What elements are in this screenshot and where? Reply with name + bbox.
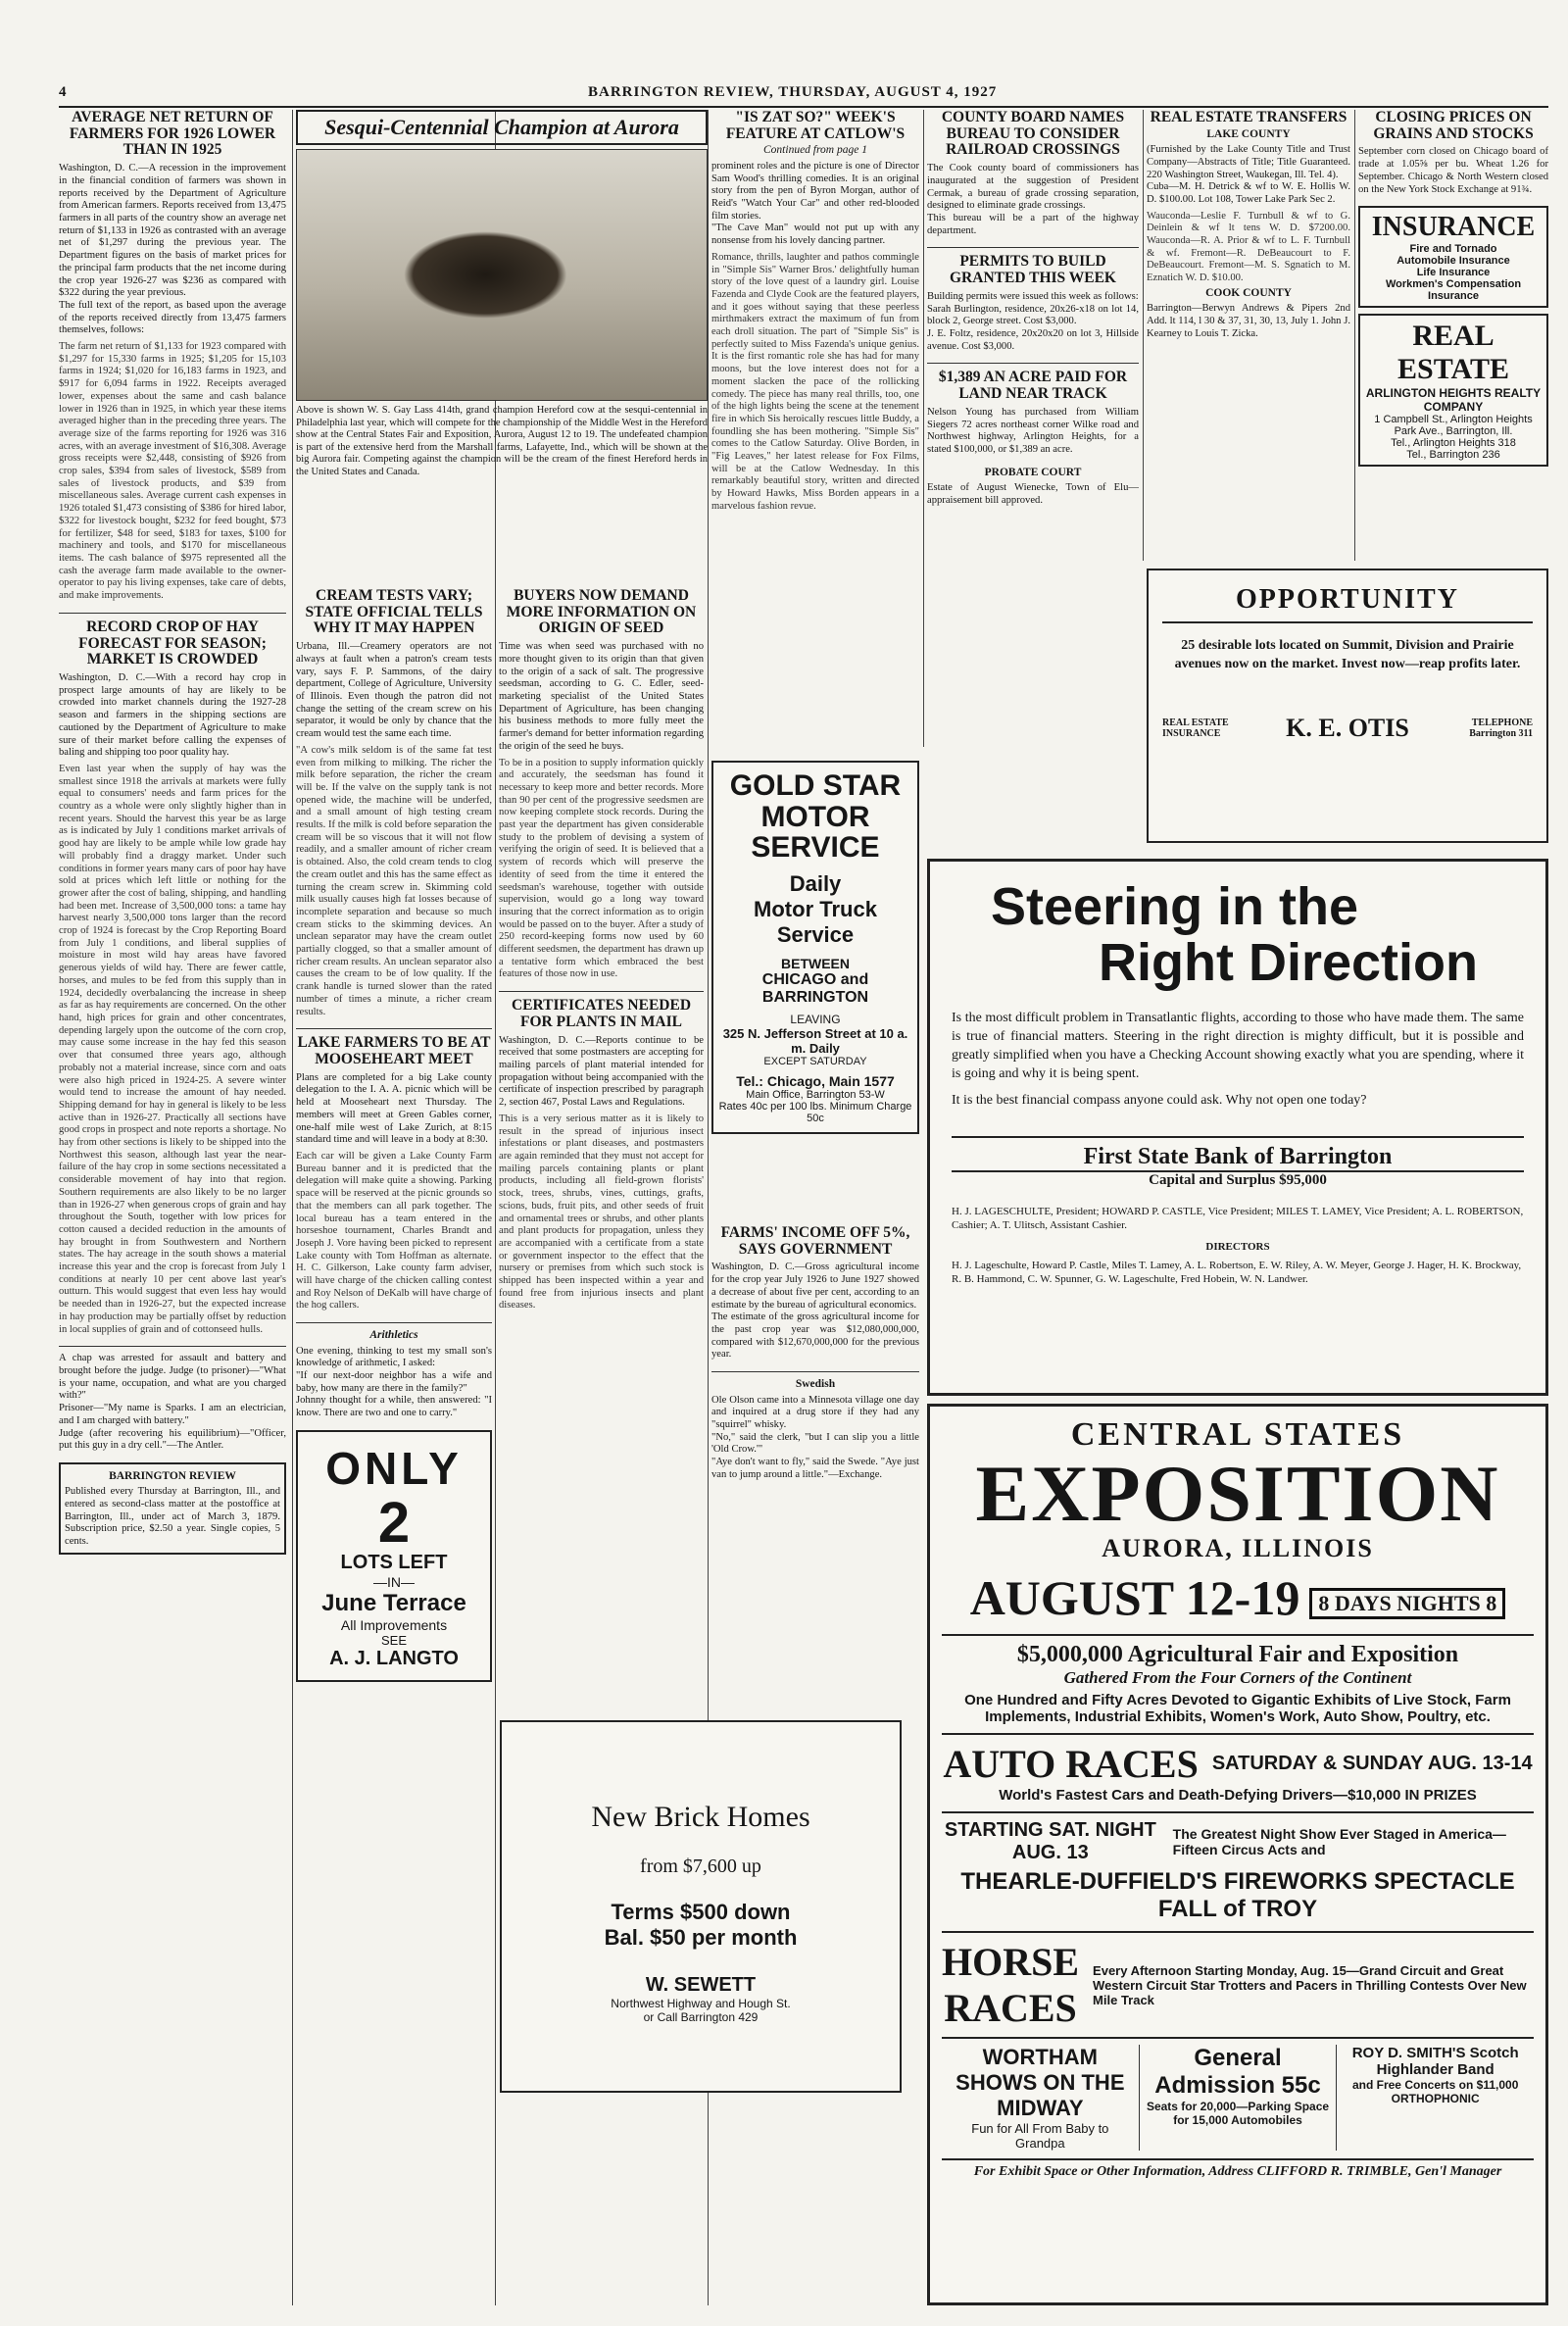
headline: CERTIFICATES NEEDED FOR PLANTS IN MAIL <box>511 997 692 1030</box>
expo-troy-title: THEARLE-DUFFIELD'S FIREWORKS SPECTACLE FALL of TROY <box>960 1868 1515 1922</box>
story-certificates <box>499 998 704 1312</box>
page-number: 4 <box>59 84 68 100</box>
ad-name: K. E. OTIS <box>1286 713 1409 742</box>
ad-line: ARLINGTON HEIGHTS REALTY COMPANY <box>1365 386 1542 415</box>
ad-line: 2 <box>377 1490 411 1555</box>
story-swedish <box>711 1378 919 1481</box>
expo-horse-section <box>942 1931 1534 2031</box>
ad-line: W. SEWETT <box>645 1974 757 1996</box>
ad-line: A. J. LANGTO <box>329 1647 459 1669</box>
story-text: Washington, D. C.—Reports continue to be received that some postmasters are accepting for mailing parcels of plant material intended for propagation without being accompanied with the certificate of inspection prescribed by paragraph 2, section 467, Postal Laws and Regulations. <box>499 1034 704 1109</box>
expo-roy <box>1337 2045 1534 2151</box>
story-text: Washington, D. C.—Gross agricultural income for the crop year July 1926 to June 1927 showed a decrease of about five per cent, according to an estimate by the bureau of agricultural economics. The estimate of the gross agricultural income for the past crop year was $12,080,000,000, compared with $12,670,000,000 for the previous year. <box>711 1262 919 1361</box>
arithletics-title: Arithletics <box>369 1329 418 1342</box>
headline: PERMITS TO BUILD GRANTED THIS WEEK <box>950 253 1116 287</box>
story-text: Plans are completed for a big Lake county delegation to the I. A. A. picnic which will be held at Mooseheart next Thursday. The members will meet at Green Gables corner, one-half mile west of Lake Zurich, at 8:15 standard time and will leave in a body at 8:30. <box>296 1071 492 1146</box>
expo-troy-start: STARTING SAT. NIGHT AUG. 13 <box>944 1819 1156 1863</box>
expo-wortham-title: WORTHAM SHOWS ON THE MIDWAY <box>956 2045 1125 2120</box>
ad-line: Motor Truck <box>754 896 877 921</box>
story-closing-prices <box>1358 110 1548 196</box>
ad-line: Tel., Barrington 236 <box>1406 449 1500 462</box>
ad-title-1: Steering in the <box>991 877 1359 936</box>
headline: AVERAGE NET RETURN OF FARMERS FOR 1926 LOWER THAN IN 1925 <box>69 110 276 159</box>
expo-fair-section <box>942 1634 1534 1725</box>
headline: FARMS' INCOME OFF 5%, SAYS GOVERNMENT <box>720 1225 910 1258</box>
ad-line: or Call Barrington 429 <box>643 2010 759 2024</box>
column-rule <box>923 110 924 747</box>
ad-line: Workmen's Compensation Insurance <box>1385 278 1522 303</box>
ad-insurance <box>1358 206 1548 308</box>
expo-gathered: Gathered From the Four Corners of the Continent <box>1063 1668 1412 1687</box>
ad-line: LEAVING <box>790 1012 841 1026</box>
ad-line: 325 N. Jefferson Street at 10 a. m. Daily <box>722 1025 908 1056</box>
publisher-title: BARRINGTON REVIEW <box>109 1469 236 1482</box>
bank-directors: H. J. Lageschulte, Howard P. Castle, Miles T. Lamey, A. L. Robertson, E. W. Riley, A. W. Meyer, George J. Hager, H. K. Brockway, R. B. Hammond, C. W. Spunner, G. W. Lageschulte, Fred Hobein, W. N. Landwer. <box>952 1259 1522 1286</box>
expo-wortham <box>942 2045 1140 2151</box>
subhead: Continued from page 1 <box>763 144 867 157</box>
column-4 <box>927 110 1139 855</box>
story-text: Ole Olson came into a Minnesota village one day and inquired at a drug store if they had any "squirrel" whisky. "No," said the clerk, "but I can slip you a little 'Old Crow.'" "Aye don't want to fly," said the Swede. "Aye just van to jump around a little."—Exchange. <box>711 1394 919 1480</box>
story-text: Barrington—Berwyn Andrews & Pipers 2nd Add. lt 114, l 30 & 37, 31, 30, 13, July 1. John J. Kearney to Louis T. Zicka. <box>1147 303 1350 339</box>
headline: COUNTY BOARD NAMES BUREAU TO CONSIDER RAILROAD CROSSINGS <box>941 110 1125 159</box>
story-lake-farmers <box>296 1035 492 1312</box>
story-text-continued: The farm net return of $1,133 for 1923 compared with $1,297 for 15,330 farms in 1925; $1,205 for 15,103 farms in 1924; $1,020 for 16,183 farms in 1923, and $917 for 6,094 farms in 1922. Receipts averaged lower, expenses about the same and cash balance lower in 1926 than in 1925, in which year these items averaged higher than in the preceding three years. The average size of the farms reporting for 1926 was 316 acres, with an average investment of $16,308. Average gross receipts were $2,448, consisting of $926 from crop sales, $394 from sales of livestock, $589 from sales of livestock products, and $39 from miscellaneous sales. Average current cash expenses in 1926 totaled $1,473 consisting of $386 for hired labor, $322 for livestock bought, $232 for feed bought, $73 for fertilizer, $48 for seed, $183 for taxes, $100 for machinery and tools, and $170 for miscellaneous items. The cash balance of $975 represented all the cash the average farm made available to the owner-operator to pay his living expenses, take care of debts, and make improvements. <box>59 341 286 602</box>
expo-admission-sub: Seats for 20,000—Parking Space for 15,000 Automobiles <box>1146 2100 1330 2127</box>
expo-footer: For Exhibit Space or Other Information, Address CLIFFORD R. TRIMBLE, Gen'l Manager <box>942 2158 1534 2180</box>
story-text-continued: "A cow's milk seldom is of the same fat test even from milking to milking. The richer the milk before separation, the richer the cream will be. If the valve on the supply tank is not opened wide, the machine will be underfed, and a small amount of high testing cream results. If the milk is cold before separation the cream will be so viscous that it will not flow readily, and a smaller amount of richer cream is obtained. Also, the cold cream tends to clog the cream outlet and this has the same effect as turning the cream screw in. Skimming cold milk usually causes high fat losses because of incomplete separation and because so much cream sticks to the skimming devices. An unclean separator may have the cream outlet partially clogged, so that a smaller amount of richer cream results. An unclean separator also causes the cream to be of low quality. If the crank handle is turned slower than the rated number of times a minute, a richer cream results. <box>296 744 492 1017</box>
ad-line: Life Insurance <box>1416 267 1491 279</box>
ad-title-2: Right Direction <box>1099 932 1478 992</box>
story-hay-forecast <box>59 619 286 1336</box>
story-real-estate <box>1147 110 1350 340</box>
story-text: A chap was arrested for assault and battery and brought before the judge. Judge (to prisoner)—"What is your name, occupation, and what are you charged with?" Prisoner—"My name is Sparks. I am an electrician, and I am charged with battery." Judge (after recovering his equilibrium)—"Officer, put this guy in a dry cell."—The Antler. <box>59 1353 286 1452</box>
expo-admission-title: General Admission 55c <box>1154 2045 1321 2099</box>
story-arithletics <box>296 1329 492 1420</box>
story-text-continued: Wauconda—Leslie F. Turnbull & wf to G. Deinlein & wf lt tens W. D. $7200.00. Wauconda—R. A. Prior & wf to L. F. Turnbull & wf. Fremont—R. DeBeaucourt to F. DeBeaucourt. Fremont—M. S. Sgnatich to M. Eznatich W. D. $10.00. <box>1147 210 1350 284</box>
ad-exposition <box>927 1404 1548 2305</box>
swedish-title: Swedish <box>795 1378 836 1391</box>
ad-line: Bal. $50 per month <box>604 1925 798 1950</box>
ad-steering <box>927 859 1548 1396</box>
ad-line: Service <box>776 921 855 947</box>
story-text: One evening, thinking to test my small son's knowledge of arithmetic, I asked: "If our next-door neighbor has a wife and baby, how many are there in the family?" Johnny thought for a while, then answered: "I know. There are two and one to carry." <box>296 1345 492 1419</box>
bank-officers: H. J. LAGESCHULTE, President; HOWARD P. CASTLE, Vice President; MILES T. LAMEY, Vice President; A. L. ROBERTSON, Cashier; A. T. Ulitsch, Assistant Cashier. <box>952 1205 1524 1232</box>
story-text: prominent roles and the picture is one of Director Sam Wood's thrilling comedies. It is an original story from the pen of Byron Morgan, author of Reid's "Watch Your Car" and other red-blooded film stories. "The Cave Man" would not put up with any nonsense from his lovely dancing partner. <box>711 160 919 247</box>
expo-troy-desc: The Greatest Night Show Ever Staged in America—Fifteen Circus Acts and <box>1172 1826 1506 1857</box>
ad-contact <box>1162 714 1533 743</box>
ad-left: REAL ESTATE INSURANCE <box>1162 717 1229 739</box>
story-probate <box>927 467 1139 508</box>
ad-line: Rates 40c per 100 lbs. Minimum Charge 50c <box>718 1100 912 1124</box>
story-text-continued: This is a very serious matter as it is likely to result in the spread of injurious insect infestations or plant diseases, and postmasters are again reminded that they must not accept for mailing parcels containing plants or plant products, including all field-grown florists' stock, trees, shrubs, vines, cuttings, grafts, scions, buds, fruit pits, and other seeds of fruit and ornamental trees or shrubs, and other plants and plant products for propagation, unless they are accompanied with a certificate from a state or government inspector to the effect that the nursery or premises from which such stock is shipped has been inspected within a year and found free from injurious insects and plant diseases. <box>499 1113 704 1311</box>
ad-line: EXCEPT SATURDAY <box>763 1055 867 1067</box>
story-text: The Cook county board of commissioners has inaugurated at the suggestion of President Cermak, a bureau of grade crossing separation, designed to eliminate grade crossings. This bureau will be a part of the highway department. <box>927 163 1139 236</box>
column-rule <box>1143 110 1144 561</box>
story-farms-income <box>711 1225 919 1361</box>
expo-dates <box>942 1569 1534 1626</box>
bank-name: First State Bank of Barrington <box>952 1136 1524 1172</box>
expo-auto-section <box>942 1733 1534 1804</box>
ad-title: OPPORTUNITY <box>1162 584 1533 623</box>
ad-line: Daily <box>789 870 842 896</box>
expo-roy-title: ROY D. SMITH'S Scotch Highlander Band <box>1351 2045 1519 2078</box>
ad-line: Park Ave., Barrington, Ill. <box>1394 425 1513 438</box>
column-5 <box>1147 110 1350 561</box>
column-6 <box>1358 110 1548 561</box>
column-rule <box>1354 110 1355 561</box>
ad-line: from $7,600 up <box>640 1856 761 1877</box>
story-text: Nelson Young has purchased from William Siegers 72 acres northeast corner Wilke road and Northwest highway, Arlington Heights, for a stated $100,000, or $1,389 an acre. <box>927 406 1139 455</box>
ad-line: Northwest Highway and Hough St. <box>611 1997 791 2010</box>
headline: "IS ZAT SO?" WEEK'S FEATURE AT CATLOW'S <box>725 110 906 142</box>
story-text: (Furnished by the Lake County Title and Trust Company—Abstracts of Title; Title Guaranteed. 220 Washington Street, Waukegan, Ill. Tel. 4). Cuba—M. H. Detrick & wf to W. E. Hollis W. D. $100.00. Lot 108, Tower Lake Park Sec 2. <box>1147 144 1350 205</box>
ad-line: ONLY <box>325 1442 463 1494</box>
ad-line: Fire and Tornado <box>1409 243 1497 256</box>
expo-auto-races: AUTO RACES <box>943 1742 1199 1786</box>
ad-line: Tel.: Chicago, Main 1577 <box>736 1072 895 1089</box>
column-4b <box>711 642 919 750</box>
ad-gold-star <box>711 761 919 1134</box>
expo-buildings: One Hundred and Fifty Acres Devoted to Gigantic Exhibits of Live Stock, Farm Implements, Industrial Exhibits, Women's Work, Auto Show, Poultry, etc. <box>964 1692 1511 1725</box>
expo-roy-sub: and Free Concerts on $11,000 ORTHOPHONIC <box>1351 2078 1519 2105</box>
ad-june-terrace <box>296 1430 492 1682</box>
ad-line: GOLD STAR <box>729 769 902 802</box>
column-2 <box>296 588 492 2205</box>
ad-line: SEE <box>380 1632 407 1648</box>
headline: RECORD CROP OF HAY FORECAST FOR SEASON; MARKET IS CROWDED <box>78 618 267 668</box>
story-text-continued: To be in a position to supply information quickly and accurately, the seedsman has found it necessary to keep more and better records. More than 90 per cent of the progressive seedsmen are now keeping complete stock records. During the past year the department has given considerable study to the problem of devising a system of verifying the origin of seed. It is believed that a system of records which will preserve the identity of seed from the time it entered the seedsman's warehouse, together with outside supervision, would go a long way toward insuring that the correct information as to origin would be passed on to the buyer. After a study of 250 record-keeping forms now used by 60 different seedsmen, the department has drawn up a tentative form which embraced the best features of those now in use. <box>499 757 704 980</box>
story-cream-tests <box>296 588 492 1018</box>
expo-admission <box>1140 2045 1338 2151</box>
publisher-text: Published every Thursday at Barrington, Ill., and entered as second-class matter at the postoffice at Barrington, Ill., under act of March 3, 1879. Subscription price, $2.50 a year. Single copies, 5 cents. <box>65 1486 280 1548</box>
probate-title: PROBATE COURT <box>984 466 1082 478</box>
expo-fair: $5,000,000 Agricultural Fair and Exposition <box>1016 1642 1459 1667</box>
headline: CLOSING PRICES ON GRAINS AND STOCKS <box>1373 110 1534 142</box>
story-text-continued: Romance, thrills, laughter and pathos commingle in "Simple Sis" Warner Bros.' delightfully human story of the love quest of a laundry girl. Louise Fazenda and Clyde Cook are the featured players, and it goes without saying that these peerless mirthmakers extract the maximum of fun from each droll situation. The part of "Simple Sis" is perfectly suited to Miss Fazenda's unique genius. It is the first romantic role she has had for many moons, but the love interest does not for a moment slacken the pace of the rollicking comedy. The piece has many real thrills, too, one of the high lights being the scene at the tenement fire in which Sis heroically rescues little Buddy, a foundling she has been mothering. "Simple Sis" comes to the Catlow Saturday. Olive Borden, in "Fig Leaves," her latest release for Fox Films, will be at the Catlow Wednesday. In this remarkably beautiful story, written and directed by Howard Hawks, Miss Borden appears in a marvelous fashion revue. <box>711 251 919 512</box>
ad-real-estate <box>1358 314 1548 467</box>
masthead <box>59 84 1548 108</box>
headline: REAL ESTATE TRANSFERS <box>1150 110 1348 125</box>
masthead-title: BARRINGTON REVIEW, THURSDAY, AUGUST 4, 1927 <box>588 84 998 100</box>
story-text: Estate of August Wienecke, Town of Elu—appraisement bill approved. <box>927 482 1139 506</box>
expo-line-2: EXPOSITION <box>975 1449 1500 1538</box>
expo-horse-races: HORSE RACES <box>942 1940 1080 2030</box>
column-1 <box>59 110 286 2305</box>
ad-body-2: It is the best financial compass anyone could ask. Why not open one today? <box>952 1092 1367 1108</box>
story-farm-return <box>59 110 286 603</box>
ad-text: 25 desirable lots located on Summit, Division and Prairie avenues now on the market. Invest now—reap profits later. <box>1174 638 1521 671</box>
ad-opportunity <box>1147 569 1548 843</box>
story-text-continued: Each car will be given a Lake County Farm Bureau banner and it is predicted that the delegation will make quite a showing. Parking space will be reserved at the picnic grounds so that the members can all park together. The local bureau has a team entered in the horseshoe tournament, Charles Brandt and Joseph J. Vore having been picked to represent Lake county with Tom Hoffman as alternate. H. C. Gilkerson, Lake county farm adviser, will have charge of the chicken calling contest and Roy Nelson of DeKalb will have charge of the hog callers. <box>296 1150 492 1311</box>
story-text: Time was when seed was purchased with no more thought given to its origin than that given to the origin of a sack of salt. The progressive seedsman, according to G. C. Edler, seed-marketing specialist of the United States Department of Agriculture, has been changing his business methods to more fully meet the farmer's demand for better information regarding the origin of the seed he buys. <box>499 641 704 752</box>
publisher-box <box>59 1462 286 1555</box>
hereford-cow-photo <box>296 149 708 401</box>
story-acre <box>927 370 1139 456</box>
story-buyers <box>499 588 704 981</box>
bank-capital: Capital and Surplus $95,000 <box>1149 1171 1327 1188</box>
headline: $1,389 AN ACRE PAID FOR LAND NEAR TRACK <box>938 369 1128 403</box>
story-chap <box>59 1353 286 1453</box>
expo-bottom-grid <box>942 2037 1534 2151</box>
expo-auto-sub: World's Fastest Cars and Death-Defying Drivers—$10,000 IN PRIZES <box>999 1787 1477 1804</box>
headline: CREAM TESTS VARY; STATE OFFICIAL TELLS WHY IT MAY HAPPEN <box>305 588 483 637</box>
ad-brick-homes <box>500 1720 902 2093</box>
ad-line: Tel., Arlington Heights 318 <box>1391 437 1516 450</box>
ad-line: MOTOR <box>760 800 870 833</box>
story-text-continued: Even last year when the supply of hay was the smallest since 1918 the arrivals at markets were fully equal to consumers' needs and farm prices for the country as a whole were only slightly higher than in recent years. Should the harvest this year be as large as is indicated by July 1 conditions market arrivals of good hay are likely to be ample while low grade hay will probably find a draggy market. Under such conditions in former years many cars of poor hay have sold at prices which left little or nothing for the grower after the cost of baling, shipping, and handling had been met. Increase of 3,500,000 tons: a tame hay harvest nearly 3,500,000 tons larger than the record crop of 1924 is forecast by the Crop Reporting Board from July 1 conditions, and liberal supplies of moisture in most wild hay areas have favored generous yields of wild hay. There are fewer cattle, horses, and mules to be fed from this supply than in 1924, decidedly overbalancing the increase in sheep as far as hay requirements are concerned. On the other hand, high prices for grain and other concentrates, depending largely upon the outcome of the corn crop, may cause some increase in the hay fed this season over that consumed three years ago, although probably not a material increase, since corn and oats were also high priced in 1924-25. A severe winter would tend to increase the amount of hay needed. Shipping demand for hay in general is likely to be less active than in 1926-27. Practically all sections have good crops in prospect and note reports a shortage. No hay from other sections is likely to be shipped into the Northwest this season, although last year the near-failure of the hay crop in some sections necessitated a considerable movement of hay into that region. Southern requirements are also likely to be no larger than in 1926-27 when generous crops of grain and hay throughout the South, together with low prices for cotton caused a decided reduction in the amounts of hay brought in from Southwestern and Northern states. The hay acreage in the south shows a material increase this year and the crop is forecast from July 1 conditions at nearly 10 per cent above last year's outturn. This would suggest that even less hay would be needed than in 1926-27, but the expected increase in hay production may be partially offset by reduction in local supplies of grain and of cottonseed hulls. <box>59 763 286 1335</box>
photo-caption: Above is shown W. S. Gay Lass 414th, grand champion Hereford cow at the sesqui-centennial in Philadelphia last year, which will compete for the championship of the Middle West in the Hereford show at the Central States Fair and Exposition, Aurora, August 12 to 19. The undefeated champion is part of the extensive herd from the Marshall farms, Lafayette, Ind., which will be shown at the big Aurora fair. Competing against the champion will be the cream of the finest Hereford herds in the United States and Canada. <box>296 405 708 477</box>
ad-line: —IN— <box>373 1573 415 1590</box>
story-text: Washington, D. C.—With a record hay crop in prospect large amounts of hay are likely to be crowded into market channels during the 1927-28 season and farmers in the shipping sections are cautioned by the Department of Agriculture to make sure of their market before calling the expenses of baling and shipping too poor quality hay. <box>59 672 286 759</box>
story-text: September corn closed on Chicago board of trade at 1.05⅝ per bu. Wheat 1.26 for September. Chicago & North Western closed on the New York Stock Exchange at 91¾. <box>1358 146 1548 195</box>
subhead: LAKE COUNTY <box>1206 127 1291 140</box>
expo-wortham-sub: Fun for All From Baby to Grandpa <box>971 2121 1109 2151</box>
ad-line: Terms $500 down <box>611 1900 791 1924</box>
story-text: Building permits were issued this week as follows: Sarah Burlington, residence, 20x26-x18 on lot 14, block 2, George street. Cost $3,000. J. E. Foltz, residence, 20x20x20 on lot 3, Hillside avenue. Cost $3,000. <box>927 290 1139 352</box>
ad-line: Main Office, Barrington 53-W <box>746 1088 885 1101</box>
story-permits <box>927 254 1139 353</box>
ad-body: Is the most difficult problem in Transatlantic flights, according to those who have made them. The same is true of financial matters. Steering in the right direction is mighty difficult, but it is possible and greatly simplified when you have a Checking Account showing exactly what you are spending, where it is going and why it is being spent. <box>952 1011 1524 1082</box>
ad-line: New Brick Homes <box>591 1801 810 1833</box>
headline: BUYERS NOW DEMAND MORE INFORMATION ON ORIGIN OF SEED <box>506 588 697 637</box>
ad-line: CHICAGO and BARRINGTON <box>761 970 869 1006</box>
ad-title: REAL ESTATE <box>1397 320 1509 386</box>
column-rule <box>292 110 293 2305</box>
ad-line: 1 Campbell St., Arlington Heights <box>1374 414 1533 426</box>
story-text: Washington, D. C.—A recession in the improvement in the financial condition of farmers was shown in reports received by the Department of Agriculture from American farmers. Reports received from 13,475 farmers in all parts of the country show an average net return of $1,133 in 1926 as contrasted with an average net of $1,297 during the previous year. The Department figures on the basis of market prices for the principal farm products that the net income during the crop year 1926-27 was $236 as compared with $322 during the year previous. The full text of the report, as based upon the average of the reports received directly from 13,475 farmers themselves, follows: <box>59 163 286 336</box>
ad-line: BETWEEN <box>781 955 850 971</box>
story-county-board <box>927 110 1139 237</box>
expo-line-1: CENTRAL STATES <box>1070 1416 1405 1453</box>
headline: LAKE FARMERS TO BE AT MOOSEHEART MEET <box>297 1034 491 1068</box>
photo-headline: Sesqui-Centennial Champion at Aurora <box>296 110 708 145</box>
expo-troy-section <box>942 1811 1534 1923</box>
subhead: COOK COUNTY <box>1205 286 1292 299</box>
story-text: Urbana, Ill.—Creamery operators are not always at fault when a patron's cream tests vary, says F. P. Sammons, of the dairy department, College of Agriculture, University of Illinois. Even though the patron did not change the setting of the cream screw on his separator, it would be only by chance that the cream would test the same each time. <box>296 641 492 740</box>
expo-location: AURORA, ILLINOIS <box>1102 1534 1374 1562</box>
expo-days: 8 DAYS NIGHTS 8 <box>1309 1588 1505 1619</box>
ad-title: INSURANCE <box>1371 212 1536 243</box>
ad-line: June Terrace <box>321 1589 466 1616</box>
expo-horse-desc: Every Afternoon Starting Monday, Aug. 15—Grand Circuit and Great Western Circuit Star Trotters and Pacers in Thrilling Contests Over New Mile Track <box>1093 1962 1527 2007</box>
ad-line: All Improvements <box>340 1616 448 1633</box>
story-is-zat-so <box>711 110 919 514</box>
expo-date-text: AUGUST 12-19 <box>969 1570 1300 1625</box>
expo-auto-days: SATURDAY & SUNDAY AUG. 13-14 <box>1211 1753 1533 1774</box>
directors-title: DIRECTORS <box>1205 1241 1270 1254</box>
column-4-lower <box>711 1225 919 1715</box>
ad-line: SERVICE <box>751 831 880 864</box>
ad-line: Automobile Insurance <box>1396 255 1510 268</box>
ad-right: TELEPHONE Barrington 311 <box>1469 717 1533 739</box>
ad-line: LOTS LEFT <box>340 1551 448 1573</box>
